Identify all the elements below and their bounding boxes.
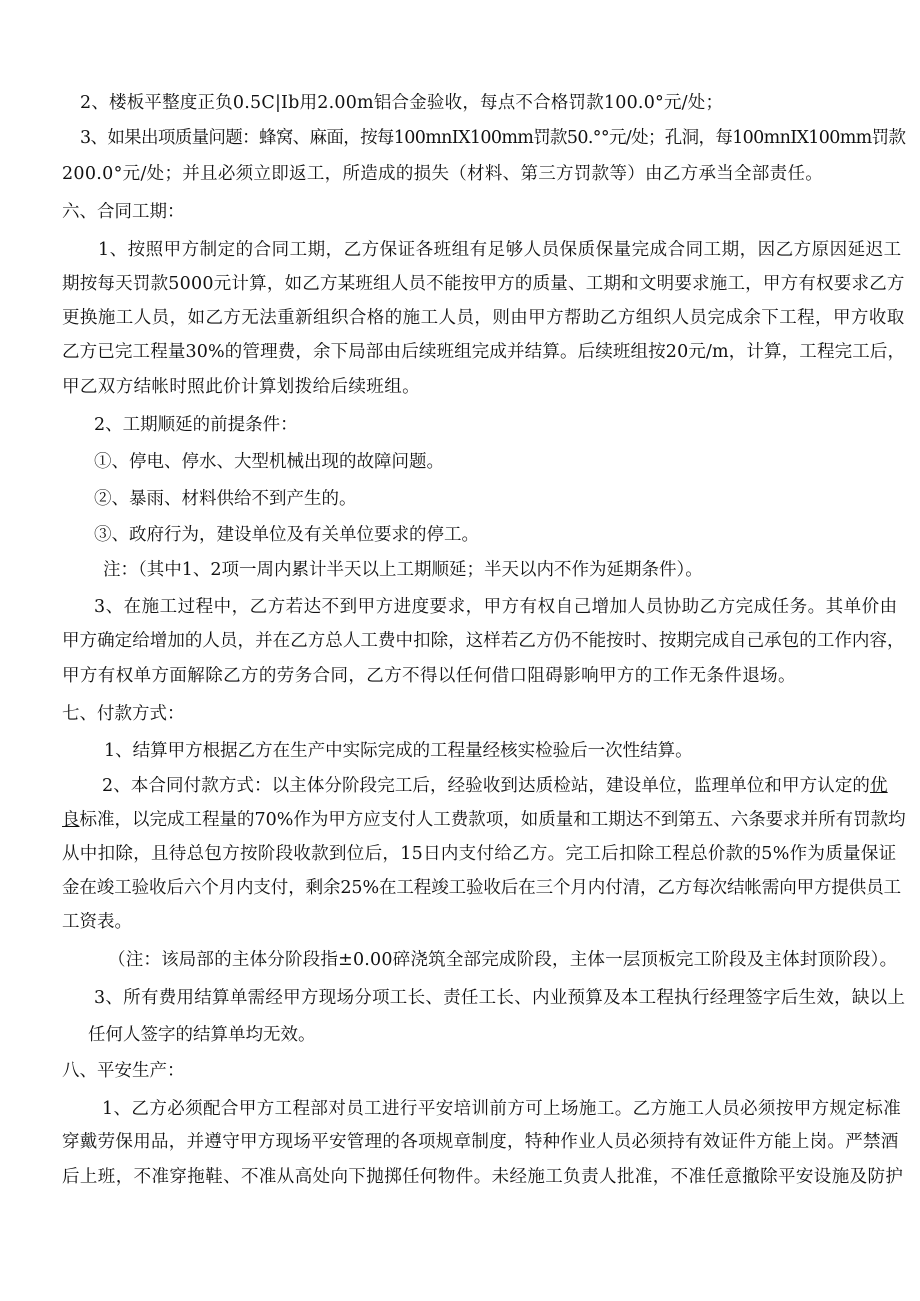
paragraph-line <box>62 809 906 831</box>
paragraph-line: 任何人签字的结算单均无效。 <box>88 1025 316 1045</box>
text-run: 标准，以完成工程量的70%作为甲方应支付人工费款项，如质量和工期达不到第五、六条要求并所有罚款均 <box>79 810 906 830</box>
paragraph-line: 后上班，不准穿拖鞋、不准从高处向下抛掷任何物件。未经施工负责人批准，不准任意撤除平安设施及防护 <box>62 1167 904 1187</box>
list-item: ①、停电、停水、大型机械出现的故障问题。 <box>94 452 444 472</box>
paragraph-line: 乙方已完工程量30%的管理费，余下局部由后续班组完成并结算。后续班组按20元/m，计算，工程完工后， <box>62 342 906 362</box>
paragraph-line <box>102 775 888 797</box>
list-item: ③、政府行为，建设单位及有关单位要求的停工。 <box>94 525 479 545</box>
paragraph-line: 穿戴劳保用品，并遵守甲方现场平安管理的各项规章制度，特种作业人员必须持有效证件方能上岗。严禁酒 <box>62 1132 899 1152</box>
paragraph-line: 2、工期顺延的前提条件： <box>94 415 298 435</box>
paragraph-line: 200.0°元/处；并且必须立即返工，所造成的损失（材料、第三方罚款等）由乙方承当全部责任。 <box>62 164 824 184</box>
paragraph-line: 甲乙双方结帐时照此价计算划拨给后续班组。 <box>62 377 420 397</box>
list-item: ②、暴雨、材料供给不到产生的。 <box>94 489 357 509</box>
paragraph-line: 甲方确定给增加的人员，并在乙方总人工费中扣除，这样若乙方仍不能按时、按期完成自己承包的工作内容， <box>62 631 905 651</box>
paragraph-line: 3、所有费用结算单需经甲方现场分项工长、责任工长、内业预算及本工程执行经理签字后生效，缺以上 <box>94 988 906 1008</box>
paragraph-line: 3、如果出项质量问题：蜂窝、麻面，按每100mnIX100mm罚款50.°°元/处；孔洞，每100mnIX100mm罚款 <box>80 128 906 148</box>
paragraph-line: 期按每天罚款5000元计算，如乙方某班组人员不能按甲方的质量、工期和文明要求施工，甲方有权要求乙方 <box>62 274 905 294</box>
paragraph-line: 工资表。 <box>62 912 132 932</box>
paragraph-line: 1、结算甲方根据乙方在生产中实际完成的工程量经核实检验后一次性结算。 <box>104 741 693 761</box>
section-heading: 八、平安生产： <box>62 1061 185 1081</box>
text-run: 2、本合同付款方式：以主体分阶段完工后，经验收到达质检站，建设单位，监理单位和甲方认定的 <box>102 776 871 796</box>
paragraph-line: 2、楼板平整度正负0.5C|Ib用2.00m铝合金验收，每点不合格罚款100.0°元/处； <box>80 93 724 113</box>
underlined-text: 优 <box>870 776 888 796</box>
note-line: （注：该局部的主体分阶段指±0.00碎浇筑全部完成阶段，主体一层顶板完工阶段及主体封顶阶段）。 <box>108 950 898 970</box>
section-heading: 六、合同工期： <box>62 202 185 222</box>
paragraph-line: 3、在施工过程中，乙方若达不到甲方进度要求，甲方有权自己增加人员协助乙方完成任务。其单价由 <box>94 597 898 617</box>
paragraph-line: 1、按照甲方制定的合同工期，乙方保证各班组有足够人员保质保量完成合同工期，因乙方原因延迟工 <box>98 240 902 260</box>
paragraph-line: 更换施工人员，如乙方无法重新组织合格的施工人员，则由甲方帮助乙方组织人员完成余下工程，甲方收取 <box>62 308 905 328</box>
paragraph-line: 1、乙方必须配合甲方工程部对员工进行平安培训前方可上场施工。乙方施工人员必须按甲方规定标准 <box>102 1099 902 1119</box>
note-line: 注：（其中1、2项一周内累计半天以上工期顺延；半天以内不作为延期条件）。 <box>103 560 703 580</box>
paragraph-line: 甲方有权单方面解除乙方的劳务合同，乙方不得以任何借口阻碍影响甲方的工作无条件退场。 <box>62 666 796 686</box>
section-heading: 七、付款方式： <box>62 704 185 724</box>
paragraph-line: 从中扣除，且待总包方按阶段收款到位后，15日内支付给乙方。完工后扣除工程总价款的5%作为质量保证 <box>62 844 897 864</box>
underlined-text: 良 <box>62 810 80 830</box>
paragraph-line: 金在竣工验收后六个月内支付，剩余25%在工程竣工验收后在三个月内付清，乙方每次结帐需向甲方提供员工 <box>62 878 901 898</box>
